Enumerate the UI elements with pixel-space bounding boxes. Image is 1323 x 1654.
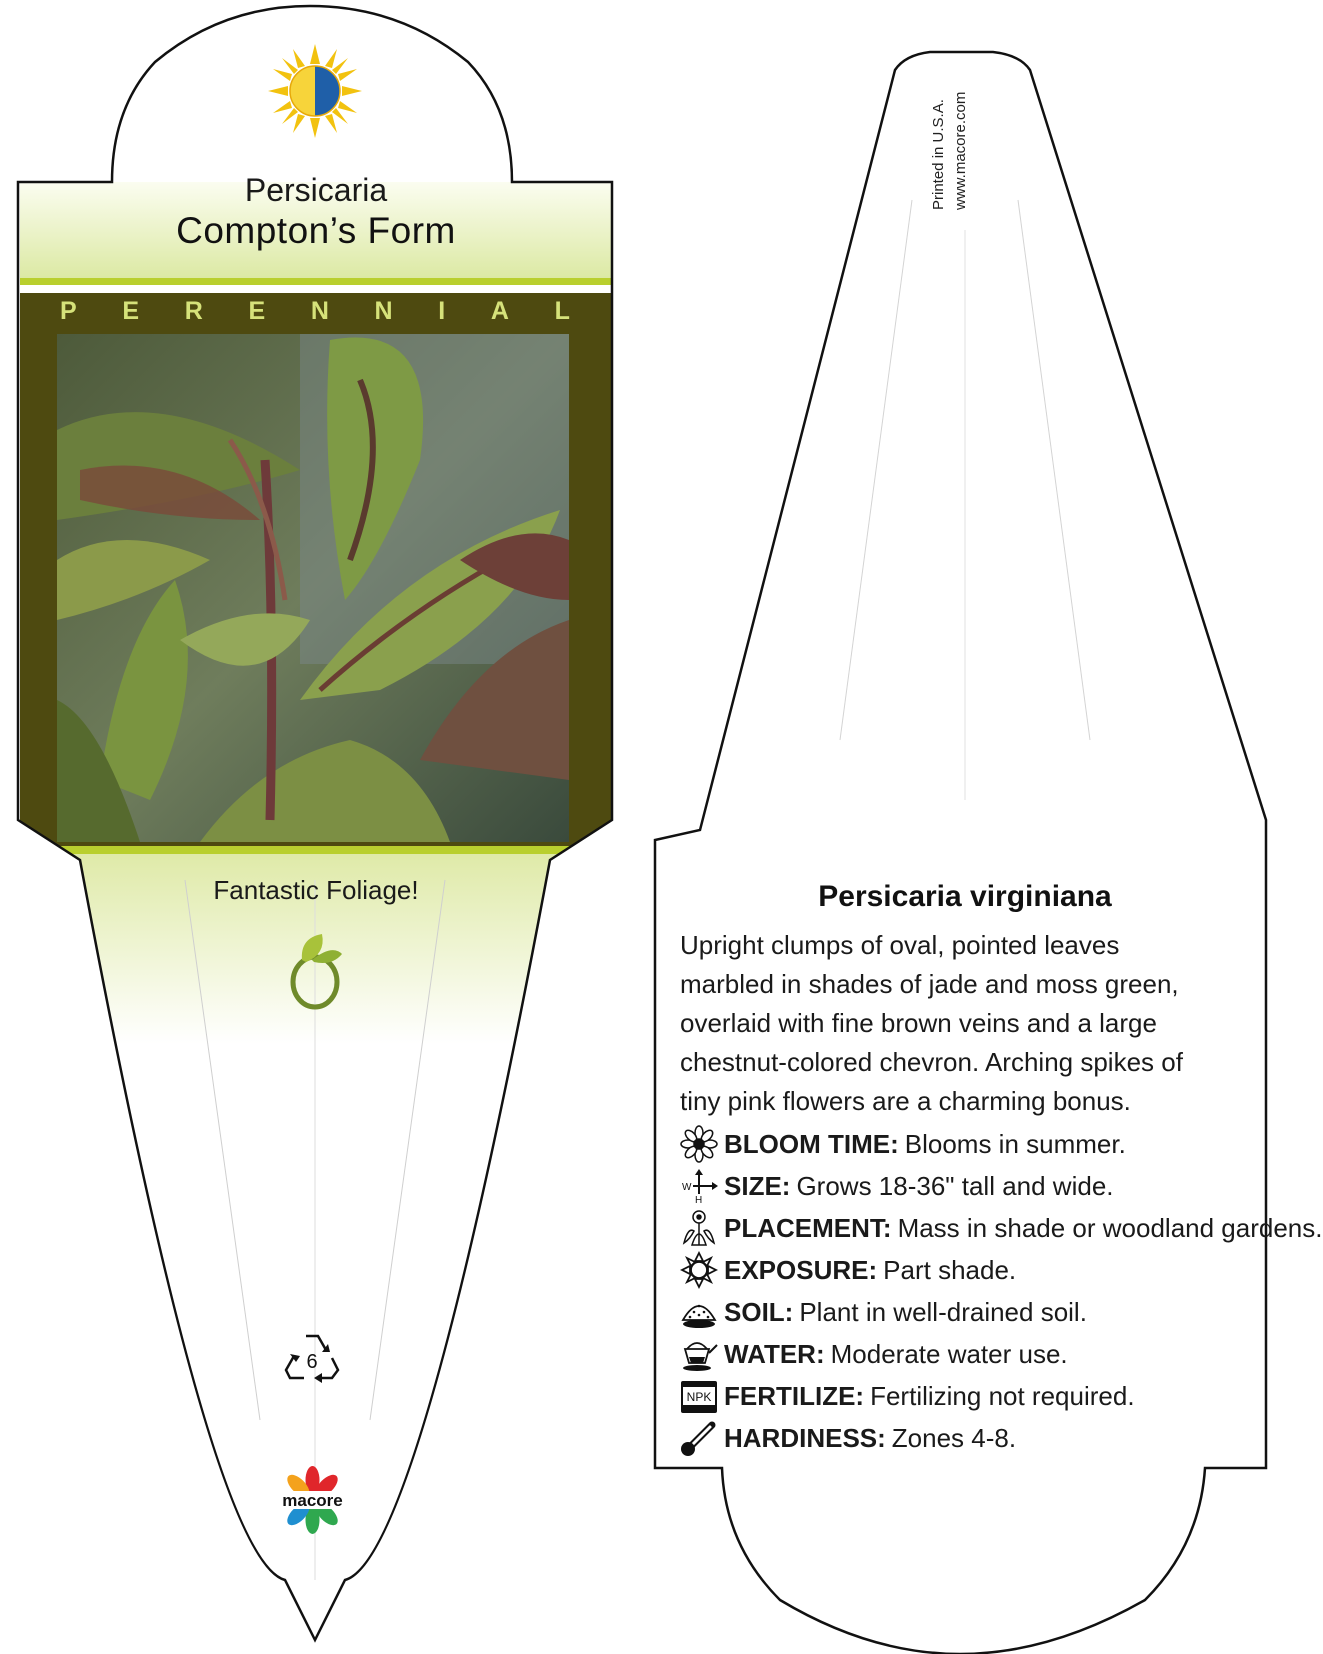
care-instructions bbox=[678, 1123, 1323, 1459]
print-info bbox=[930, 48, 969, 218]
care-value: Zones 4-8. bbox=[891, 1422, 1017, 1453]
category-letter: L bbox=[554, 297, 570, 325]
placement-plants-icon bbox=[678, 1207, 720, 1249]
macore-logo bbox=[265, 1465, 360, 1535]
category-letter: E bbox=[248, 297, 266, 325]
care-value: Moderate water use. bbox=[830, 1338, 1068, 1369]
thermometer-icon bbox=[678, 1417, 720, 1459]
sun-outline-icon bbox=[678, 1249, 720, 1291]
care-label: BLOOM TIME: bbox=[724, 1128, 899, 1159]
plant-cultivar: Compton’s Form bbox=[176, 210, 456, 251]
category-letter: R bbox=[184, 297, 203, 325]
printed-in: Printed in U.S.A. bbox=[930, 99, 947, 210]
category-letter: N bbox=[374, 297, 393, 325]
care-label: WATER: bbox=[724, 1338, 825, 1369]
watering-can-icon bbox=[678, 1333, 720, 1375]
care-value: Part shade. bbox=[883, 1254, 1017, 1285]
botanical-name: Persicaria virginiana bbox=[818, 880, 1112, 913]
care-label: SIZE: bbox=[724, 1170, 791, 1201]
website: www.macore.com bbox=[952, 91, 969, 210]
size-h-label: H bbox=[695, 1195, 703, 1206]
soil-pile-icon bbox=[678, 1291, 720, 1333]
care-row-placement bbox=[678, 1207, 1323, 1249]
care-row-size bbox=[678, 1165, 1273, 1207]
care-value: Mass in shade or woodland gardens. bbox=[897, 1212, 1323, 1243]
care-label: SOIL: bbox=[724, 1296, 794, 1327]
care-label: PLACEMENT: bbox=[724, 1212, 892, 1243]
category-letter: E bbox=[122, 297, 140, 325]
category-label bbox=[60, 297, 570, 326]
recycle-number: 6 bbox=[306, 1351, 318, 1373]
care-row-fertilize bbox=[678, 1375, 1273, 1417]
care-row-bloom bbox=[678, 1123, 1273, 1165]
tagline: Fantastic Foliage! bbox=[213, 875, 419, 905]
recycle-icon bbox=[284, 1330, 340, 1382]
care-value: Grows 18-36" tall and wide. bbox=[796, 1170, 1114, 1201]
part-sun-icon bbox=[268, 44, 362, 138]
care-label: HARDINESS: bbox=[724, 1422, 886, 1453]
category-letter: N bbox=[310, 297, 329, 325]
size-arrows-icon bbox=[678, 1165, 720, 1207]
care-row-hardiness bbox=[678, 1417, 1273, 1459]
care-label: EXPOSURE: bbox=[724, 1254, 878, 1285]
category-letter: A bbox=[490, 297, 509, 325]
category-letter: P bbox=[60, 297, 77, 325]
care-value: Plant in well-drained soil. bbox=[799, 1296, 1087, 1327]
plant-description: Upright clumps of oval, pointed leaves marbled in shades of jade and moss green, overlaid with fine brown veins and a large chestnut-colored chevron. Arching spikes of tiny pink flowers are a charming bonus. bbox=[680, 930, 1183, 1116]
npk-text: NPK bbox=[686, 1390, 712, 1404]
care-value: Fertilizing not required. bbox=[870, 1380, 1135, 1411]
brand-logo-text: macore bbox=[282, 1491, 343, 1510]
care-row-exposure bbox=[678, 1249, 1273, 1291]
care-value: Blooms in summer. bbox=[904, 1128, 1126, 1159]
care-label: FERTILIZE: bbox=[724, 1380, 865, 1411]
foliage-icon bbox=[282, 930, 348, 1010]
care-row-soil bbox=[678, 1291, 1273, 1333]
npk-bag-icon bbox=[678, 1375, 720, 1417]
size-w-label: W bbox=[682, 1182, 692, 1193]
plant-genus: Persicaria bbox=[244, 172, 388, 208]
category-letter: I bbox=[438, 297, 446, 325]
plant-photo bbox=[57, 334, 569, 842]
care-row-water bbox=[678, 1333, 1273, 1375]
flower-icon bbox=[678, 1123, 720, 1165]
